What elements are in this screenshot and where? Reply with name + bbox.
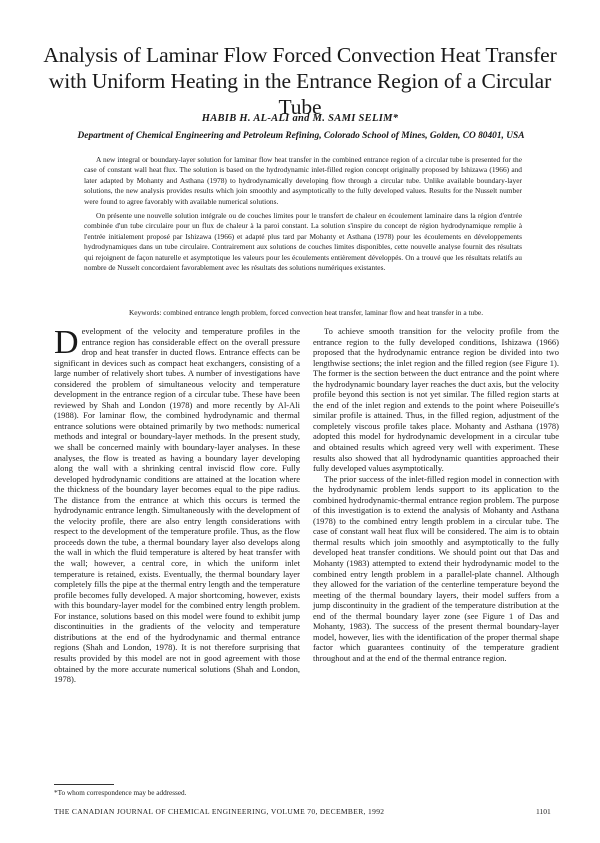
keywords: Keywords: combined entrance length problem, forced convection heat transfer, laminar flow and heat transfer in a tube.	[128, 308, 484, 317]
intro-paragraph	[54, 326, 300, 685]
drop-cap: D	[54, 324, 79, 361]
intro-text: evelopment of the velocity and temperature profiles in the entrance region has considerable effect on the overall pressure drop and heat transfer in ducted flows. Entrance effects can be significant in devices such as compact heat exchangers, consisting of a large number of relatively short tubes. A number of investigations have considered the problem of simultaneous velocity and temperature development in the entrance region of a circular tube. These have been reviewed by Shah and London (1978) and more recently by Al-Ali (1988). For laminar flow, the combined hydrodynamic and thermal entrance solutions were obtained primarily by two methods: numerical methods and integral or boundary-layer methods. In the present study, we shall be concerned mainly with boundary-layer analyses. In these analyses, the flow is treated as having a boundary layer developing along the wall with a shrinking central inviscid flow core. Fully developed hydrodynamic conditions are attained at the location where the thickness of the boundary layer becomes equal to the pipe radius. The distance from the entrance at which this occurs is termed the hydrodynamic entrance length. Simultaneously with the development of the velocity profile, there are also entry length considerations with respect to the development of the temperature profile. Thus, as the flow proceeds down the tube, a thermal boundary layer also develops along the wall in which the fluid temperature is altered by heat transfer with the wall; however, a central core, in which the uniform inlet temperature is retained, exists. Eventually, the thermal boundary layer completely fills the pipe at the thermal entry length and the temperature profile becomes fully developed. A major shortcoming, however, exists with this boundary-layer model for the combined entry length problem. For instance, solutions based on this model were found to exhibit jump discontinuities in the gradients of the velocity and temperature distributions at the end of the hydrodynamic and thermal entrance regions (Shah and London, 1978). It is not therefore surprising that results provided by this model are not in good agreement with those obtained by the more accurate numerical solutions (Shah and London, 1978).	[54, 326, 300, 685]
paper-title	[30, 42, 570, 120]
page-number: 1101	[536, 807, 551, 816]
body-column-right	[313, 326, 559, 664]
title-line-1: Analysis of Laminar Flow Forced Convection Heat Transfer	[43, 43, 557, 67]
abstract-english: A new integral or boundary-layer solution for laminar flow heat transfer in the combined entrance region of a circular tube is presented for the case of constant wall heat flux. The solution is based on the hydrodynamic inlet-filled region concept originally proposed by Ishizawa (1966) and later adapted by Mohanty and Asthana (1978) to hydrodynamically developing flow through a circular tube. Unlike available boundary-layer solutions, the new analysis provides results which join smoothly and asymptotically to the fully developed values. Results for the Nusselt number were found to agree favorably with available numerical solutions.	[84, 155, 522, 206]
paragraph-inlet-filled: To achieve smooth transition for the velocity profile from the entrance region to the fully developed conditions, Ishizawa (1966) proposed that the hydrodynamic entrance region be divided into two lengthwise sections; the inlet region and the filled region (see Figure 1). The former is the section between the duct entrance and the point where the hydrodynamic boundary layer reaches the duct axis, but the velocity profile beyond this section is not yet similar. The filled region starts at the end of the inlet region and extends to the point where Poiseuille's similar profile is attained. Thus, in the filled region, adjustment of the completely viscous profile takes place. Mohanty and Asthana (1978) adopted this model for hydrodynamic development in a circular tube and obtained results which agreed very well with experiment. These results also showed that all hydrodynamic quantities approached their fully developed values asymptotically.	[313, 326, 559, 474]
journal-footer: THE CANADIAN JOURNAL OF CHEMICAL ENGINEERING, VOLUME 70, DECEMBER, 1992	[54, 807, 385, 816]
footnote: *To whom correspondence may be addressed.	[54, 789, 187, 797]
title-line-2: with Uniform Heating in the Entrance Region of a Circular Tube	[48, 69, 552, 119]
affiliation: Department of Chemical Engineering and Petroleum Refining, Colorado School of Mines, Golden, CO 80401, USA	[77, 131, 525, 141]
footnote-divider	[54, 784, 114, 785]
authors: HABIB H. AL-ALI and M. SAMI SELIM*	[201, 113, 399, 124]
body-column-left	[54, 326, 300, 685]
paragraph-purpose: The prior success of the inlet-filled region model in connection with the hydrodynamic problem lends support to its application to the combined hydrodynamic-thermal entrance region problem. The purpose of this investigation is to extend the analysis of Mohanty and Asthana (1978) to the combined entry length problem in a circular tube. The case of constant wall heat flux will be considered. The aim is to obtain thermal results which join smoothly and asymptotically to the fully developed heat transfer conditions. We should point out that Das and Mohanty (1983) attempted to extend their hydrodynamic model to the combined entry length problem in a parallel-plate channel. Although they allowed for the variation of the centerline temperature beyond the meeting of the thermal boundary layers, their model suffers from a jump discontinuity in the gradient of the temperature distribution at the end of the thermal boundary layer zone (see Figure 1 of Das and Mohanty, 1983). The success of the present thermal boundary-layer model, however, lies with the identification of the proper thermal shape factor which guarantees continuity of the temperature gradient throughout and at the end of the thermal entrance region.	[313, 473, 559, 663]
abstract-french: On présente une nouvelle solution intégrale ou de couches limites pour le transfert de chaleur en écoulement laminaire dans la région d'entrée combinée d'un tube circulaire pour un flux de chaleur à la paroi constant. La solution s'inspire du concept de région hydrodynamique remplie à l'entrée initialement proposé par Ishizawa (1966) et adapté plus tard par Mohanty et Asthana (1978) pour les écoulements en développements hydrodynamiques dans un tube circulaire. Contrairement aux solutions de couches limites disponibles, cette nouvelle analyse fournit des résultats qui rejoignent de façon naturelle et asymptotique les valeurs pour les écoulements entièrement développés. On a trouvé que les résultats relatifs au nombre de Nusselt concordaient favorablement avec les résultats des solutions numériques existantes.	[84, 211, 522, 273]
